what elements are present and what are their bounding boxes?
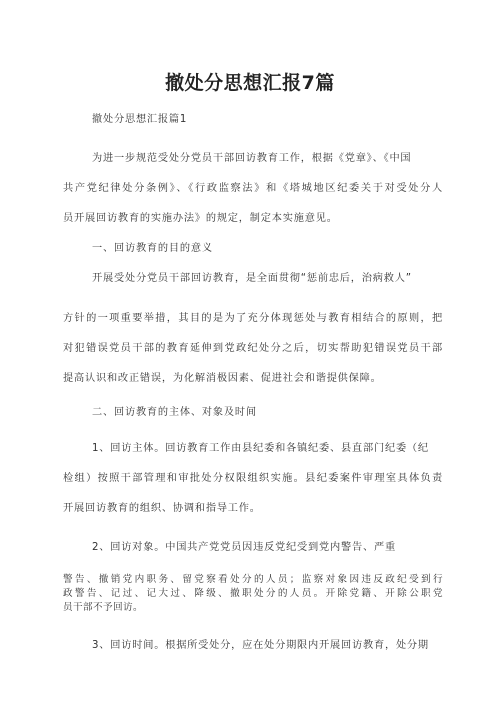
paragraph-line: 对犯错误党员干部的教育延伸到党政纪处分之后，切实帮助犯错误党员干部 <box>63 343 443 354</box>
paragraph-line: 1、回访主体。回访教育工作由县纪委和各镇纪委、县直部门纪委（纪 <box>92 443 429 454</box>
paragraph-line: 员干部不予回访。 <box>63 602 143 613</box>
paragraph-line: 警告、撤销党内职务、留党察看处分的人员；监察对象因违反政纪受到行 <box>63 574 443 585</box>
document-title: 撤处分思想汇报7篇 <box>165 72 335 94</box>
paragraph-line: 2、回访对象。中国共产党党员因违反党纪受到党内警告、严重 <box>92 542 396 553</box>
section-heading: 撤处分思想汇报篇1 <box>92 114 188 125</box>
paragraph-line: 提高认识和改正错误，为化解消极因素、促进社会和谐提供保障。 <box>63 373 382 384</box>
paragraph-line: 员开展回访教育的实施办法》的规定，制定本实施意见。 <box>63 213 338 224</box>
paragraph-line: 为进一步规范受处分党员干部回访教育工作，根据《党章》、《中国 <box>92 153 412 164</box>
paragraph-line: 方针的一项重要举措，其目的是为了充分体现惩处与教育相结合的原则，把 <box>63 313 443 324</box>
paragraph-line: 开展回访教育的组织、协调和指导工作。 <box>63 503 261 514</box>
paragraph-line: 检组）按照干部管理和审批处分权限组织实施。县纪委案件审理室具体负责 <box>63 473 443 484</box>
paragraph-line: 政警告、记过、记大过、降级、撤职处分的人员。开除党籍、开除公职党 <box>63 588 443 599</box>
paragraph-line: 开展受处分党员干部回访教育，是全面贯彻“惩前忠后，治病救人” <box>92 273 412 284</box>
section-heading: 一、回访教育的目的意义 <box>92 243 213 254</box>
paragraph-line: 3、回访时间。根据所受处分，应在处分期限内开展回访教育，处分期 <box>92 640 429 651</box>
paragraph-line: 共产党纪律处分条例》、《行政监察法》和《塔城地区纪委关于对受处分人 <box>63 183 443 194</box>
section-heading: 二、回访教育的主体、对象及时间 <box>92 407 257 418</box>
